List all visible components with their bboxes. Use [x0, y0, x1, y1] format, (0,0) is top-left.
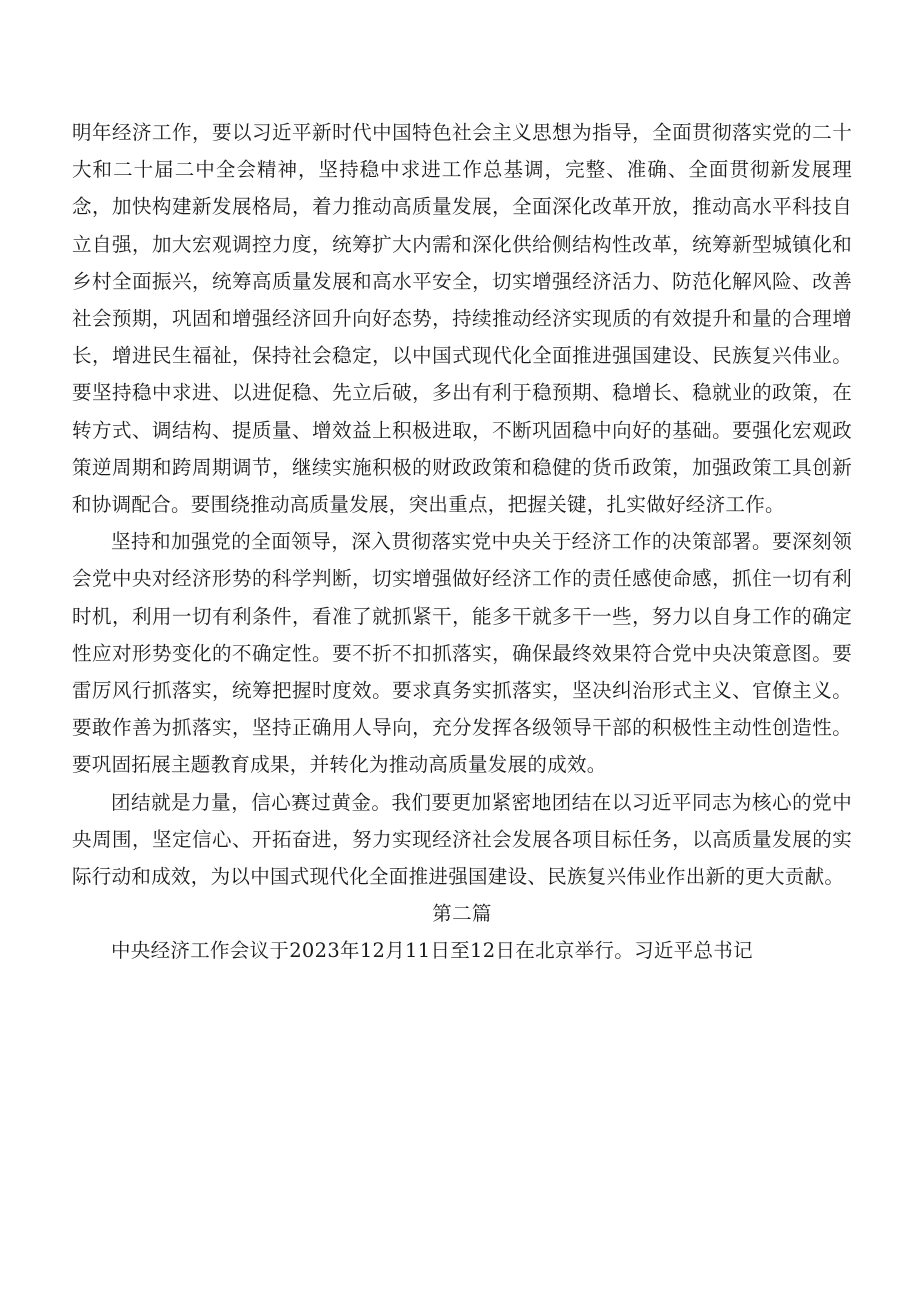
paragraph-3: 团结就是力量，信心赛过黄金。我们要更加紧密地团结在以习近平同志为核心的党中央周围，坚定信心、开拓奋进，努力实现经济社会发展各项目标任务，以高质量发展的实际行动和成效，为以中国式现代化全面推进强国建设、民族复兴伟业作出新的更大贡献。: [72, 790, 852, 889]
paragraph-2: 坚持和加强党的全面领导，深入贯彻落实党中央关于经济工作的决策部署。要深刻领会党中央对经济形势的科学判断，切实增强做好经济工作的责任感使命感，抓住一切有利时机，利用一切有利条件，看准了就抓紧干，能多干就多干一些，努力以自身工作的确定性应对形势变化的不确定性。要不折不扣抓落实，确保最终效果符合党中央决策意图。要雷厉风行抓落实，统筹把握时度效。要求真务实抓落实，坚决纠治形式主义、官僚主义。要敢作善为抓落实，坚持正确用人导向，充分发挥各级领导干部的积极性主动性创造性。要巩固拓展主题教育成果，并转化为推动高质量发展的成效。: [72, 530, 852, 777]
section-paragraph: 中央经济工作会议于2023年12月11日至12日在北京举行。习近平总书记: [111, 939, 753, 963]
document-page: [72, 114, 852, 970]
paragraph-1: 明年经济工作，要以习近平新时代中国特色社会主义思想为指导，全面贯彻落实党的二十大和二十届二中全会精神，坚持稳中求进工作总基调，完整、准确、全面贯彻新发展理念，加快构建新发展格局，着力推动高质量发展，全面深化改革开放，推动高水平科技自立自强，加大宏观调控力度，统筹扩大内需和深化供给侧结构性改革，统筹新型城镇化和乡村全面振兴，统筹高质量发展和高水平安全，切实增强经济活力、防范化解风险、改善社会预期，巩固和增强经济回升向好态势，持续推动经济实现质的有效提升和量的合理增长，增进民生福祉，保持社会稳定，以中国式现代化全面推进强国建设、民族复兴伟业。要坚持稳中求进、以进促稳、先立后破，多出有利于稳预期、稳增长、稳就业的政策，在转方式、调结构、提质量、增效益上积极进取，不断巩固稳中向好的基础。要强化宏观政策逆周期和跨周期调节，继续实施积极的财政政策和稳健的货币政策，加强政策工具创新和协调配合。要围绕推动高质量发展，突出重点，把握关键，扎实做好经济工作。: [72, 121, 852, 517]
section-heading: 第二篇: [432, 902, 492, 926]
